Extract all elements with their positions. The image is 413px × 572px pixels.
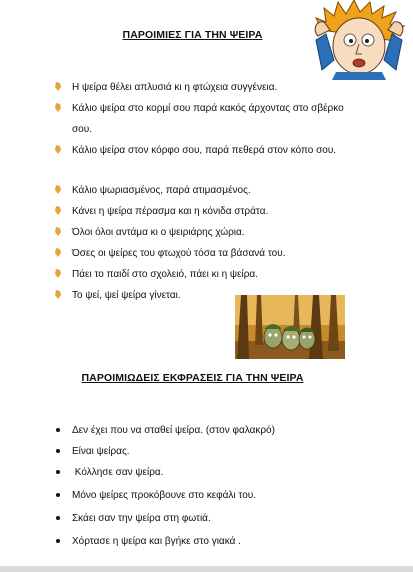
round-dot-bullet-icon <box>56 428 60 432</box>
list-item-text: Όλοι όλοι αντάμα κι ο ψειριάρης χώρια. <box>72 227 245 238</box>
orange-leaf-bullet-icon <box>55 201 61 223</box>
list-item <box>60 180 360 201</box>
orange-leaf-bullet-icon <box>55 264 61 286</box>
list-item <box>60 243 360 264</box>
list-item-text: Κάλιο ψείρα στον κόρφο σου, παρά πεθερά στον κόπο σου. <box>72 145 337 156</box>
section2-title: ΠΑΡΟΙΜΙΩΔΕΙΣ ΕΚΦΡΑΣΕΙΣ ΓΙΑ ΤΗΝ ΨΕΙΡΑ <box>81 372 304 384</box>
round-dot-bullet-icon <box>56 493 60 497</box>
list-item <box>60 420 360 441</box>
list-item-text: Κάλιο ψείρα στο κορμί σου παρά κακός άρχοντας στο σβέρκο σου. <box>72 103 344 135</box>
list-item-text: Κάλιο ψωριασμένος, παρά ατιμασμένος. <box>72 185 251 196</box>
list-item-text: Κόλλησε σαν ψείρα. <box>72 467 164 478</box>
orange-leaf-bullet-icon <box>55 285 61 307</box>
round-dot-bullet-icon <box>56 470 60 474</box>
round-dot-bullet-icon <box>56 449 60 453</box>
list-item-text: Σκάει σαν την ψείρα στη φωτιά. <box>72 513 211 524</box>
round-dot-bullet-icon <box>56 539 60 543</box>
list-item <box>60 77 360 98</box>
list-item <box>60 222 360 243</box>
list-item <box>60 441 360 462</box>
list-item-text: Όσες οι ψείρες του φτωχού τόσα τα βάσανά του. <box>72 248 286 259</box>
orange-leaf-bullet-icon <box>55 140 61 162</box>
list-item <box>60 485 360 506</box>
list-item-text: Η ψείρα θέλει απλυσιά κι η φτώχεια συγγένεια. <box>72 82 278 93</box>
list-item-text: Δεν έχει που να σταθεί ψείρα. (στον φαλακρό) <box>72 425 275 436</box>
list-item <box>60 140 360 161</box>
list-item <box>60 508 360 529</box>
orange-leaf-bullet-icon <box>55 222 61 244</box>
orange-leaf-bullet-icon <box>55 243 61 265</box>
list-item <box>60 531 360 552</box>
list-item-text: Το ψεί, ψεί ψείρα γίνεται. <box>72 290 181 301</box>
orange-leaf-bullet-icon <box>55 98 61 120</box>
section1-title: ΠΑΡΟΙΜΙΕΣ ΓΙΑ ΤΗΝ ΨΕΙΡΑ <box>122 29 263 41</box>
list-item-text: Μόνο ψείρες προκόβουνε στο κεφάλι του. <box>72 490 257 501</box>
list-item <box>60 98 360 140</box>
list-item <box>60 462 360 483</box>
orange-leaf-bullet-icon <box>55 180 61 202</box>
scratching-person-illustration <box>312 0 408 80</box>
round-dot-bullet-icon <box>56 516 60 520</box>
list-item-text: Κάνει η ψείρα πέρασμα και η κόνιδα στράτα. <box>72 206 269 217</box>
orange-leaf-bullet-icon <box>55 77 61 99</box>
list-item-text: Χόρτασε η ψείρα και βγήκε στο γιακά . <box>72 536 241 547</box>
lice-forest-illustration <box>235 295 345 359</box>
list-item-text: Είναι ψείρας. <box>72 446 130 457</box>
page-bottom-edge <box>0 566 413 572</box>
list-item-text: Πάει το παιδί στο σχολειό, πάει κι η ψείρα. <box>72 269 258 280</box>
list-item <box>60 201 360 222</box>
list-item <box>60 264 360 285</box>
